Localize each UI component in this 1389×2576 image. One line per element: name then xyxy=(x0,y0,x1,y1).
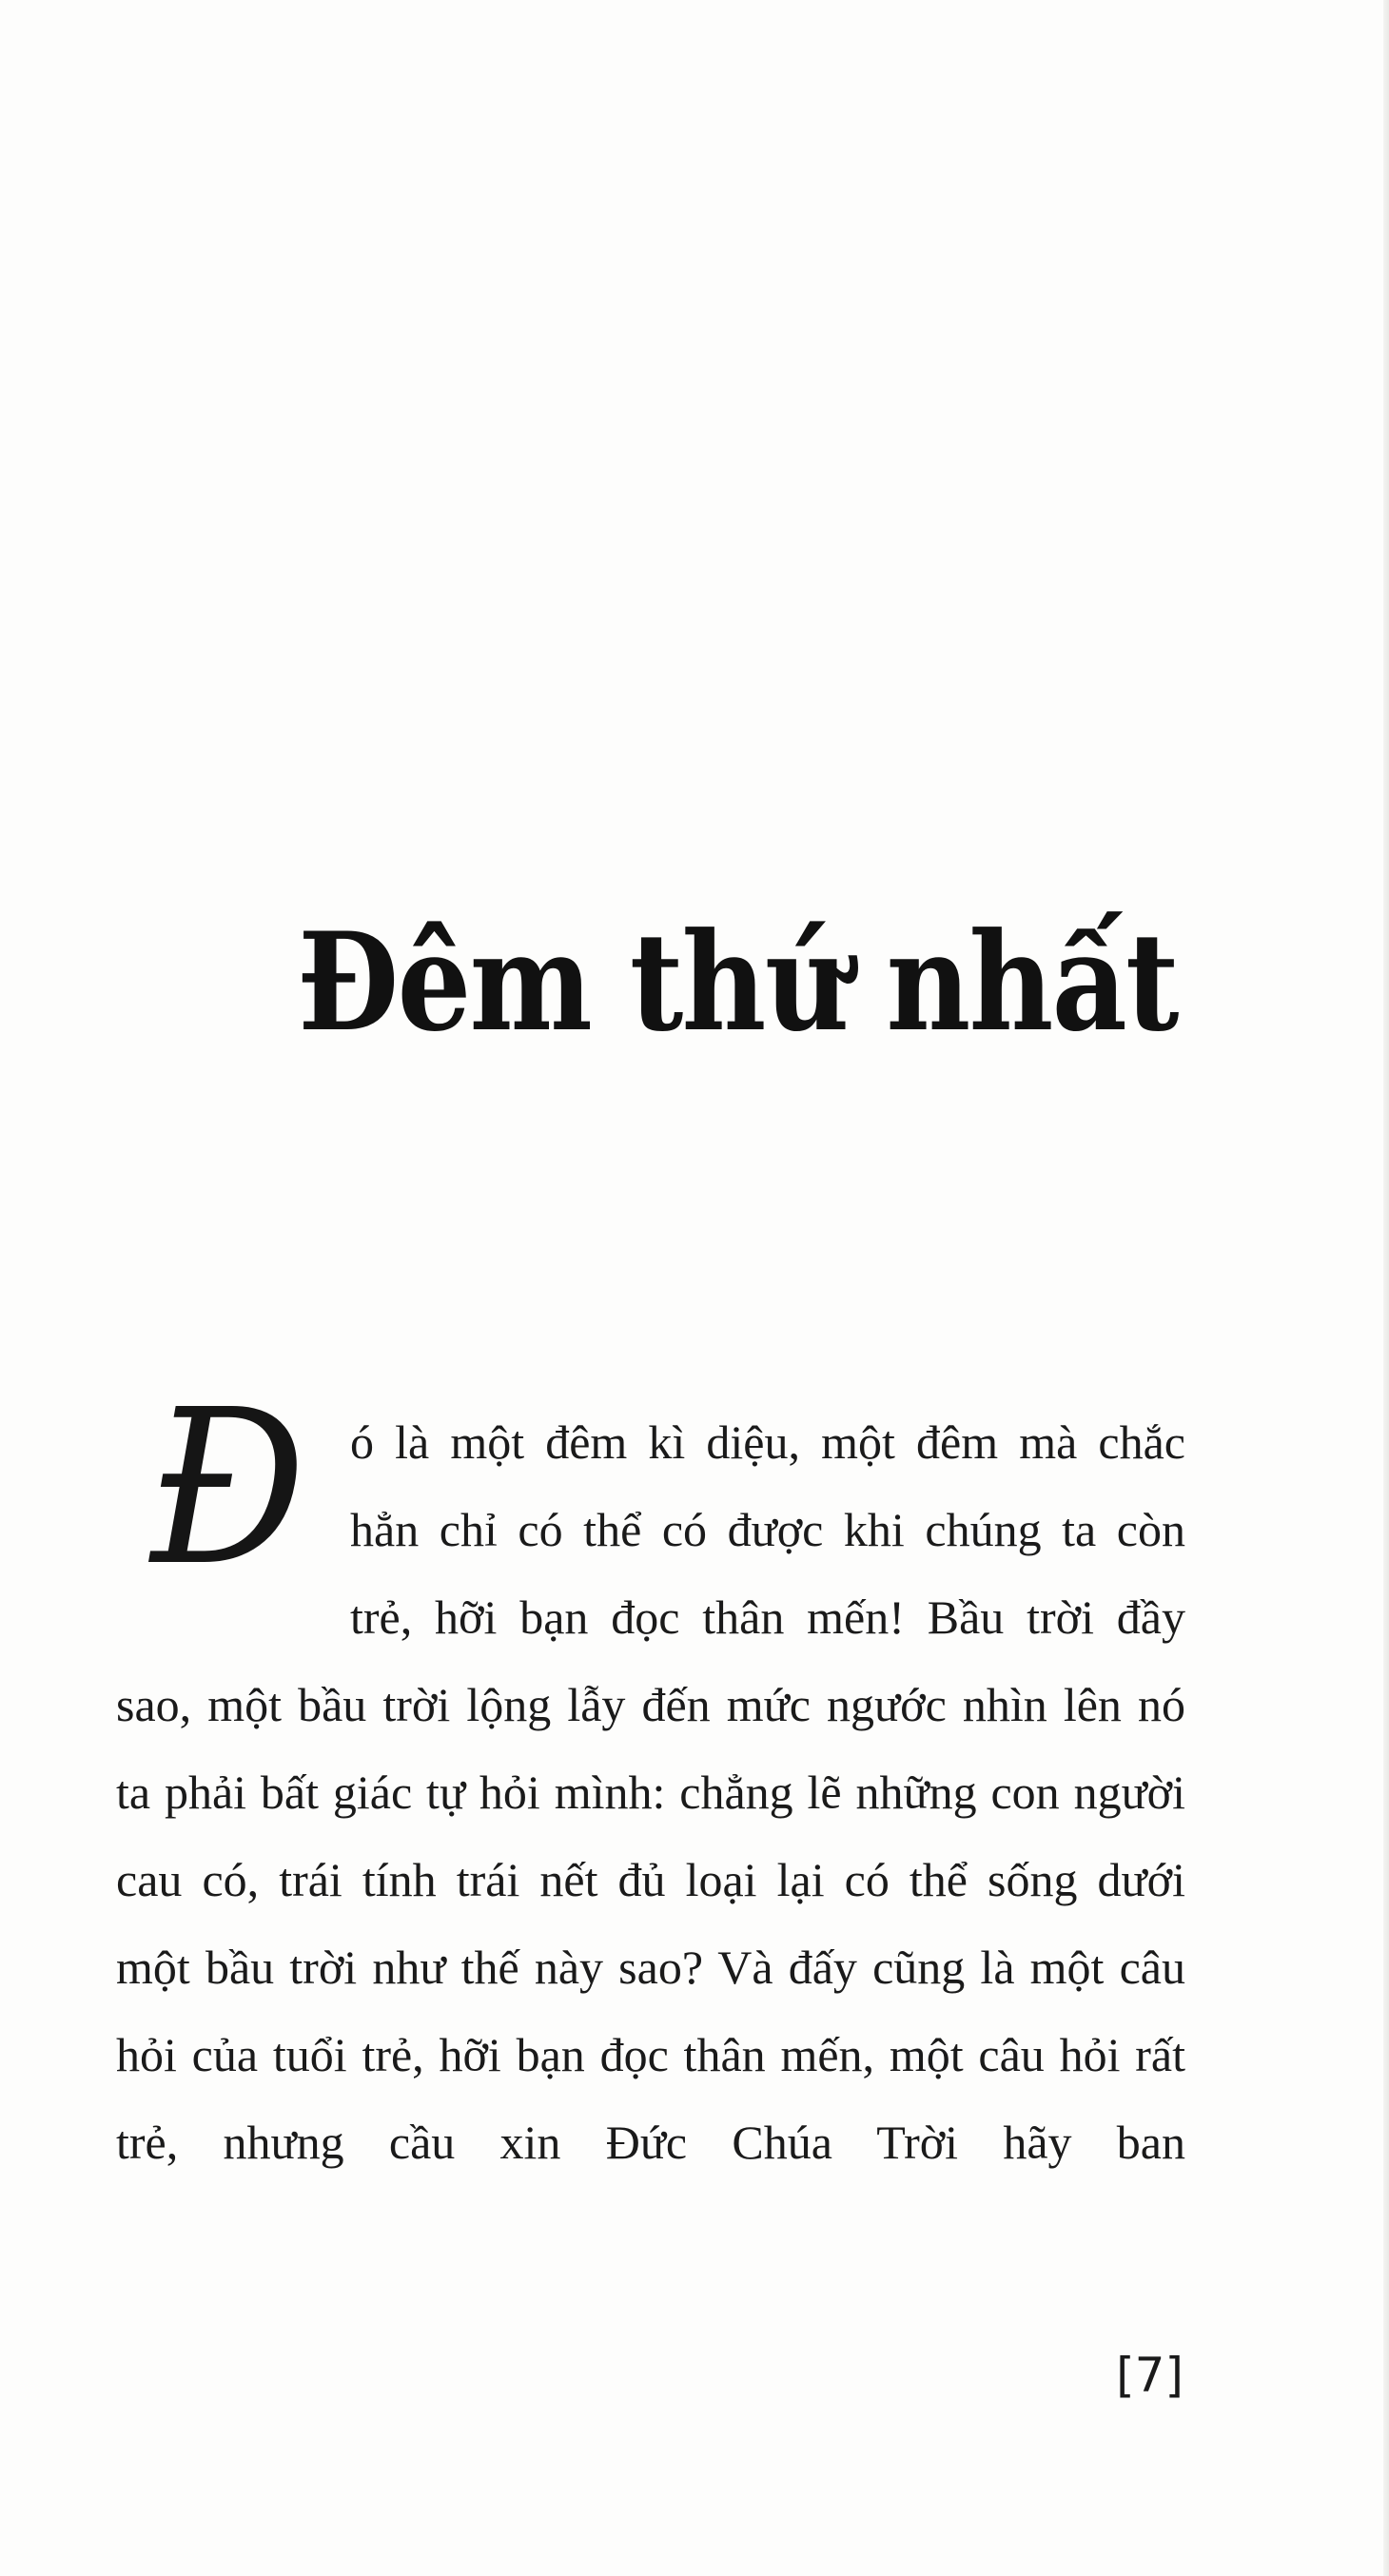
page-edge xyxy=(1383,0,1389,2576)
drop-cap-letter: Đ xyxy=(150,1364,306,1613)
paragraph-text: ó là một đêm kì diệu, một đêm mà chắc hẳn chỉ có thể có được khi chúng ta còn trẻ, hỡi bạn đọc thân mến! Bầu trời đầy sao, một bầu trời lộng lẫy đến mức ngước nhìn lên nó ta phải bất giác tự hỏi mình: chẳng lẽ những con người cau có, trái tính trái nết đủ loại lại có thể sống dưới một bầu trời như thế này sao? Và đấy cũng là một câu hỏi của tuổi trẻ, hỡi bạn đọc thân mến, một câu hỏi rất trẻ, nhưng cầu xin Đức Chúa Trời hãy ban xyxy=(116,1415,1185,2169)
chapter-title: Đêm thứ nhất xyxy=(297,904,1178,1062)
body-paragraph xyxy=(116,1364,1185,2186)
drop-cap xyxy=(116,1364,341,1613)
page-number: [7] xyxy=(1116,2348,1184,2403)
